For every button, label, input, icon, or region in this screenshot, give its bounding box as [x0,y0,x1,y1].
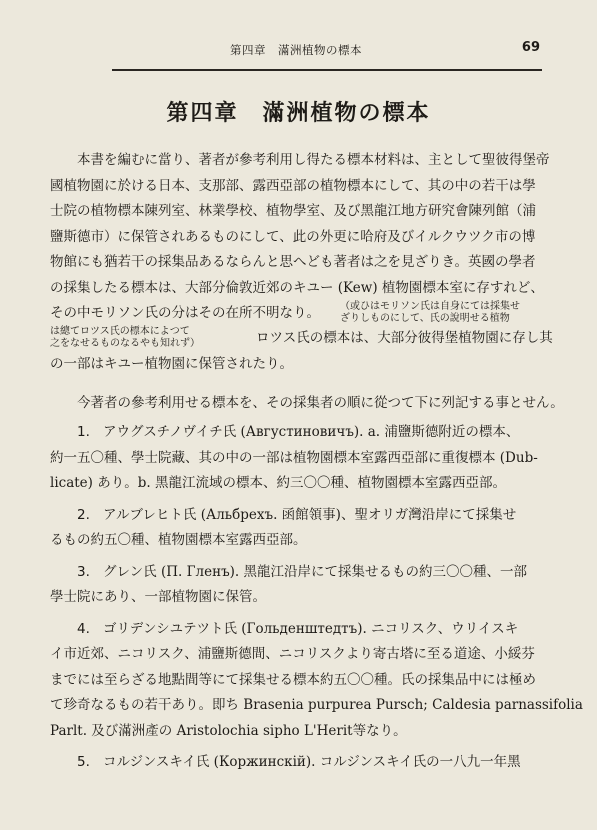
header-rule [112,69,542,71]
body-text [50,148,583,776]
item-number: 3. [77,563,90,580]
running-title: 第四章 滿洲植物の標本 [230,43,362,57]
item-line: アウグスチノヴイチ氏 (Августиновичъ). a. 浦鹽斯德附近の標本、 [103,424,520,440]
item-line: までには至らざる地點間等にて採集せる標本約五〇〇種。氏の採集品中には極め [50,671,536,688]
list-item [50,617,583,745]
item-number: 5. [77,754,90,770]
item-line: licate) あり。b. 黑龍江流域の標本、約三〇〇種、植物園標本室露西亞部。 [50,475,506,491]
list-item [50,503,560,554]
item-line: グレン氏 (П. Гленъ). 黑龍江沿岸にて採集せるもの約三〇〇種、一部 [103,563,528,580]
item-line: 約一五〇種、學士院藏、其の中の一部は植物園標本室露西亞部に重復標本 (Dub- [50,449,538,466]
item-line: コルジンスキイ氏 (Коржинскій). コルジンスキイ氏の一八九一年黑 [103,754,521,770]
note-line: は總てロツス氏の標本によつて [50,326,190,337]
item-line: Parlt. 及び滿洲產の Aristolochia sipho L'Herit等なり。 [50,722,407,739]
paragraph-line: その中モリソン氏の分はその在所不明なり。 [50,305,320,321]
paragraph-line: ロツス氏の標本は、大部分彼得堡植物園に存し其 [256,330,553,346]
paragraph-line: 鹽斯德市）に保管されあるものにして、此の外更に哈府及びイルクウツク市の博 [50,228,536,245]
paragraph-line: 今著者の參考利用せる標本を、その採集者の順に從つて下に列記する事とせん。 [77,394,564,411]
chapter-title: 第四章 滿洲植物の標本 [166,101,431,126]
note-line: ざりしものにして、氏の說明せる植物 [340,313,510,324]
item-line: ゴリデンシユテツト氏 (Гольденштедтъ). ニコリスク、ウリイスキ [103,620,519,637]
paragraph-line-with-note [50,301,560,352]
list-item [50,560,560,611]
item-line: るもの約五〇種、植物園標本室露西亞部。 [50,532,307,548]
note-line: 之をなせるものなるやも知れず） [50,338,200,349]
paragraph-line: 國植物園に於ける日本、支那部、露西亞部の植物標本にして、其の中の若干は學 [50,177,536,194]
item-line: イ市近郊、ニコリスク、浦鹽斯德間、ニコリスクより寄古塔に至る道途、小綏芬 [50,646,535,662]
item-number: 4. [77,620,90,637]
bracket-note [340,301,555,325]
note-line: （或ひはモリソン氏は自身にては採集せ [340,301,520,312]
paragraph-line: 士院の植物標本陳列室、林業學校、植物學室、及び黑龍江地方研究會陳列館（浦 [50,203,536,219]
page-number: 69 [521,40,540,55]
paragraph-line: の一部はキユー植物園に保管されたり。 [50,356,293,372]
item-number: 2. [77,506,90,523]
item-line: 學士院にあり、一部植物園に保管。 [50,589,266,605]
bracket-note-continued [50,326,255,350]
running-header [0,40,597,60]
item-line: て珍奇なるもの若干あり。即ち Brasenia purpurea Pursch; Caldesia parnassifolia [50,697,583,713]
paragraph-line: 物館にも猶若干の採集品あるならんと思へども著者は之を見ざりき。英國の學者 [50,254,536,270]
paragraph-line: 本書を編むに當り、著者が參考利用し得たる標本材料は、主として聖彼得堡帝 [77,152,550,168]
list-item [50,420,560,497]
list-item [50,750,560,776]
paragraph-line: の採集したる標本は、大部分倫敦近郊のキユー (Kew) 植物園標本室に存すれど、 [50,279,544,296]
item-number: 1. [77,424,90,440]
item-line: アルブレヒト氏 (Альбрехъ. 函館領事)、聖オリガ灣沿岸にて採集せ [103,506,517,523]
